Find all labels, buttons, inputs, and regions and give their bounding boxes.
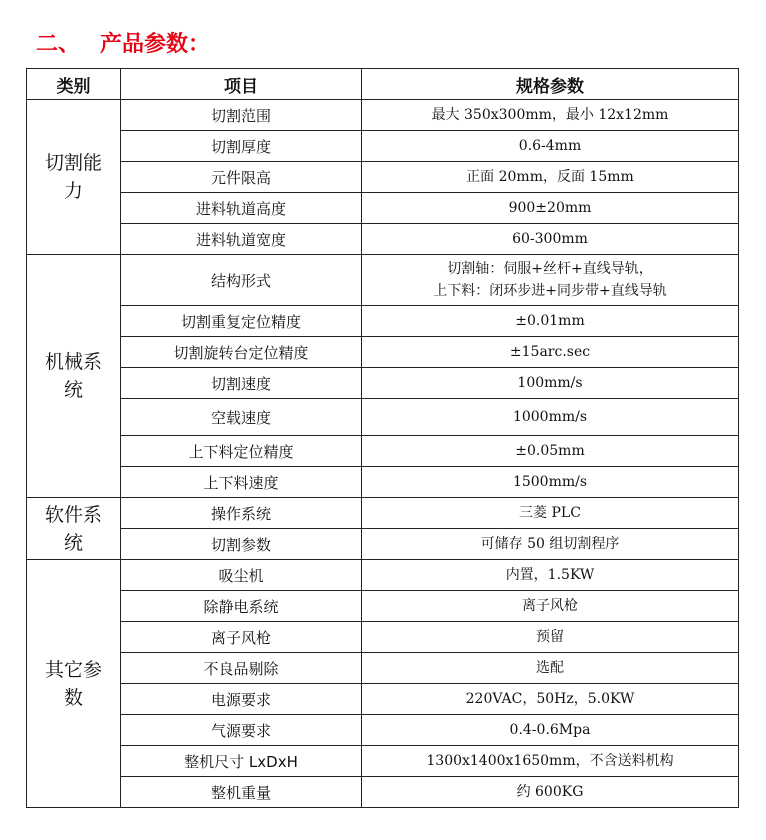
item-cell: 上下料定位精度 [121, 436, 362, 467]
spec-line: 最大 350x300mm，最小 12x12mm [431, 107, 669, 123]
item-cell: 吸尘机 [121, 560, 362, 591]
spec-cell [362, 684, 739, 715]
spec-line: 60-300mm [512, 231, 588, 247]
spec-cell [362, 193, 739, 224]
table-row [27, 399, 739, 436]
header-spec: 规格参数 [362, 69, 739, 100]
table-row [27, 224, 739, 255]
table-row [27, 436, 739, 467]
spec-line: 1500mm/s [512, 474, 588, 490]
spec-cell [362, 162, 739, 193]
item-cell: 切割参数 [121, 529, 362, 560]
item-cell: 切割厚度 [121, 131, 362, 162]
item-cell: 结构形式 [121, 255, 362, 306]
table-row [27, 715, 739, 746]
item-cell: 整机尺寸 LxDxH [121, 746, 362, 777]
table-row [27, 746, 739, 777]
table-row [27, 498, 739, 529]
table-row [27, 255, 739, 306]
spec-line: 约 600KG [516, 784, 584, 800]
category-cell: 其它参数 [27, 560, 121, 808]
table-row [27, 653, 739, 684]
table-row [27, 162, 739, 193]
spec-cell [362, 399, 739, 436]
table-row [27, 100, 739, 131]
spec-line: 三菱 PLC [519, 505, 581, 521]
category-cell: 机械系统 [27, 255, 121, 498]
item-cell: 进料轨道宽度 [121, 224, 362, 255]
spec-cell [362, 498, 739, 529]
spec-cell [362, 653, 739, 684]
item-cell: 气源要求 [121, 715, 362, 746]
section-title: 产品参数： [100, 31, 211, 57]
spec-cell [362, 337, 739, 368]
spec-cell [362, 777, 739, 808]
spec-cell [362, 622, 739, 653]
table-row [27, 529, 739, 560]
table-row [27, 622, 739, 653]
spec-cell [362, 131, 739, 162]
item-cell: 操作系统 [121, 498, 362, 529]
spec-cell [362, 306, 739, 337]
spec-line: 离子风枪 [522, 598, 578, 614]
spec-line: ±0.01mm [515, 313, 585, 329]
spec-cell [362, 255, 739, 306]
spec-line: ±15arc.sec [509, 344, 591, 360]
spec-cell [362, 467, 739, 498]
item-cell: 切割旋转台定位精度 [121, 337, 362, 368]
spec-cell [362, 100, 739, 131]
spec-line: 220VAC，50Hz，5.0KW [465, 691, 635, 707]
item-cell: 上下料速度 [121, 467, 362, 498]
category-cell: 切割能力 [27, 100, 121, 255]
spec-line: 100mm/s [517, 375, 583, 391]
spec-line: 900±20mm [508, 200, 592, 216]
item-cell: 空载速度 [121, 399, 362, 436]
spec-cell [362, 224, 739, 255]
table-row [27, 777, 739, 808]
spec-cell [362, 560, 739, 591]
category-cell: 软件系统 [27, 498, 121, 560]
table-row [27, 368, 739, 399]
table-body [27, 100, 739, 808]
item-cell: 不良品剔除 [121, 653, 362, 684]
item-cell: 切割范围 [121, 100, 362, 131]
table-row [27, 467, 739, 498]
spec-line: 0.6-4mm [518, 138, 582, 154]
table-row [27, 193, 739, 224]
table-row [27, 306, 739, 337]
spec-line: 预留 [536, 629, 564, 645]
header-item: 项目 [121, 69, 362, 100]
table-row [27, 131, 739, 162]
section-number: 二、 [36, 31, 81, 57]
spec-line: ±0.05mm [515, 443, 585, 459]
spec-cell [362, 715, 739, 746]
item-cell: 整机重量 [121, 777, 362, 808]
table-row [27, 684, 739, 715]
table-header-row [27, 69, 739, 100]
item-cell: 元件限高 [121, 162, 362, 193]
item-cell: 除静电系统 [121, 591, 362, 622]
spec-cell [362, 529, 739, 560]
spec-line: 切割轴：伺服+丝杆+直线导轨， [447, 261, 653, 277]
spec-cell [362, 436, 739, 467]
item-cell: 切割重复定位精度 [121, 306, 362, 337]
product-parameters-table [26, 68, 739, 808]
spec-line: 1300x1400x1650mm，不含送料机构 [426, 753, 674, 769]
spec-cell [362, 591, 739, 622]
item-cell: 切割速度 [121, 368, 362, 399]
spec-cell [362, 368, 739, 399]
table-row [27, 560, 739, 591]
spec-line: 上下料：闭环步进+同步带+直线导轨 [433, 283, 667, 299]
spec-cell [362, 746, 739, 777]
item-cell: 电源要求 [121, 684, 362, 715]
spec-line: 选配 [536, 660, 564, 676]
spec-line: 正面 20mm，反面 15mm [466, 169, 634, 185]
spec-line: 1000mm/s [512, 409, 588, 425]
item-cell: 离子风枪 [121, 622, 362, 653]
spec-line: 0.4-0.6Mpa [509, 722, 591, 738]
spec-line: 可储存 50 组切割程序 [480, 536, 620, 552]
table-row [27, 591, 739, 622]
section-heading [36, 24, 210, 60]
table-row [27, 337, 739, 368]
item-cell: 进料轨道高度 [121, 193, 362, 224]
header-category: 类别 [27, 69, 121, 100]
spec-line: 内置，1.5KW [505, 567, 595, 583]
